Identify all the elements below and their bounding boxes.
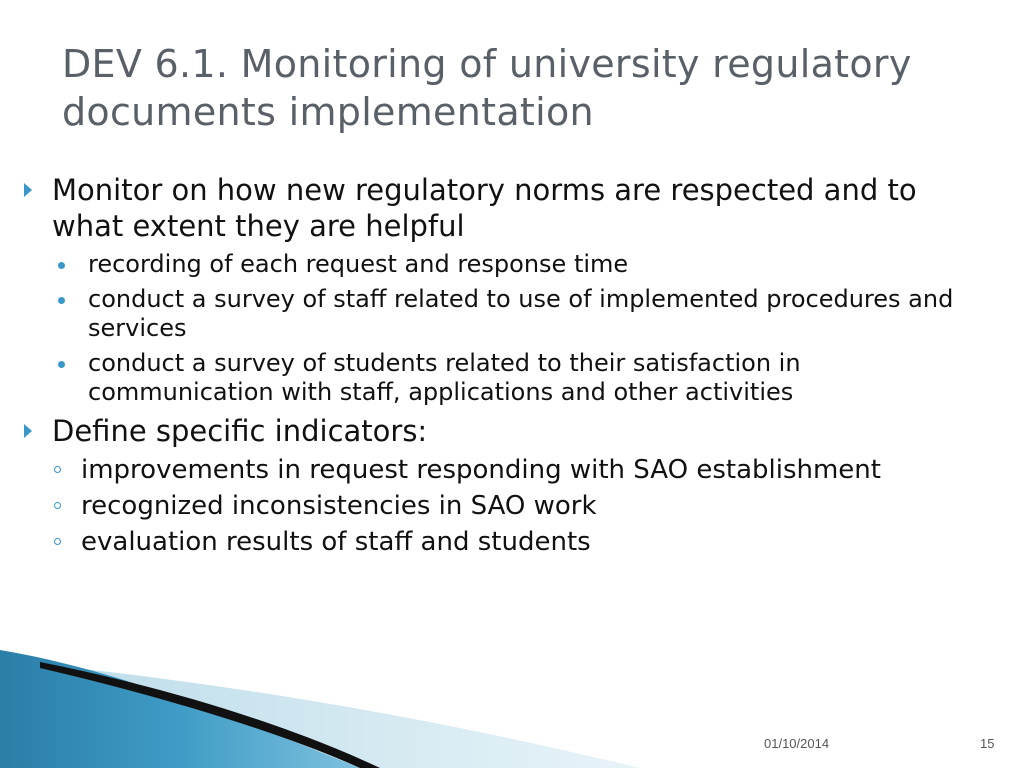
bullet-level2: [22, 527, 982, 557]
open-circle-bullet-icon: [54, 466, 61, 473]
bullet-text: Monitor on how new regulatory norms are respected and to what extent they are helpful: [52, 173, 917, 243]
footer-date: 01/10/2014: [764, 736, 830, 751]
bullet-text: Define specific indicators:: [52, 414, 428, 448]
dot-bullet-icon: [58, 297, 65, 304]
bullet-level2: [22, 285, 982, 343]
triangle-bullet-icon: [24, 424, 32, 438]
bullet-text: conduct a survey of staff related to use of implemented procedures and services: [88, 285, 954, 342]
bullet-level2: [22, 491, 982, 521]
bullet-text: recording of each request and response time: [88, 250, 629, 278]
open-circle-bullet-icon: [54, 502, 61, 509]
bullet-level1: [22, 172, 982, 244]
triangle-bullet-icon: [24, 183, 32, 197]
bullet-level2: [22, 250, 982, 279]
bullet-level2: [22, 349, 982, 407]
bullet-text: improvements in request responding with SAO establishment: [81, 455, 881, 485]
open-circle-bullet-icon: [54, 538, 61, 545]
dot-bullet-icon: [58, 361, 65, 368]
bullet-text: conduct a survey of students related to their satisfaction in communication with staff, applications and other activities: [88, 349, 801, 406]
bullet-text: evaluation results of staff and students: [81, 527, 591, 557]
decorative-wave-graphic: [0, 620, 1024, 768]
bullet-text: recognized inconsistencies in SAO work: [81, 491, 597, 521]
slide-number: 15: [980, 736, 995, 751]
dot-bullet-icon: [58, 262, 65, 269]
slide-title: DEV 6.1. Monitoring of university regulatory documents implementation: [62, 42, 912, 134]
bullet-level1: [22, 413, 982, 449]
slide-body: [22, 172, 982, 563]
bullet-level2: [22, 455, 982, 485]
